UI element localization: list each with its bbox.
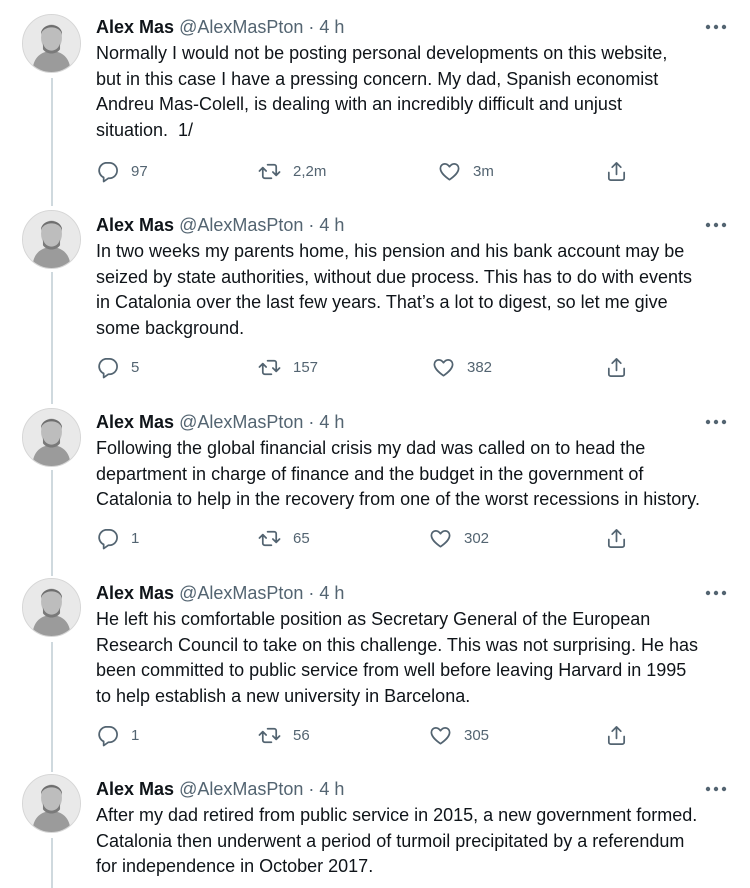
tweet-text: Following the global financial crisis my dad was called on to head the department in charge of finance and the budget in the government of Catalonia to help in the recovery from one of the worst recessions in history.	[96, 438, 700, 509]
tweet-header	[96, 214, 344, 236]
tweet-header	[96, 411, 344, 433]
avatar[interactable]	[22, 408, 81, 467]
share-icon	[605, 356, 628, 379]
author-handle[interactable]: @AlexMasPton	[179, 215, 304, 235]
retweet-button[interactable]	[258, 723, 310, 747]
tweet[interactable]	[0, 766, 750, 888]
author-name[interactable]: Alex Mas	[96, 412, 175, 432]
share-icon	[605, 160, 628, 183]
share-button[interactable]	[605, 159, 628, 183]
avatar[interactable]	[22, 14, 81, 73]
tweet-text: Normally I would not be posting personal developments on this website, but in this case I have a pressing concern. My dad, Spanish economist Andreu Mas-Colell, is dealing with an incredibly difficult and unjust situation. 1/	[96, 43, 668, 140]
author-name[interactable]: Alex Mas	[96, 583, 175, 603]
like-button[interactable]	[429, 526, 489, 550]
retweet-button[interactable]	[258, 355, 318, 379]
more-icon[interactable]	[704, 414, 728, 430]
reply-button[interactable]	[96, 159, 148, 183]
timestamp[interactable]: 4 h	[319, 779, 345, 799]
separator: ·	[308, 779, 315, 799]
like-count: 305	[464, 726, 490, 744]
timestamp[interactable]: 4 h	[319, 412, 345, 432]
tweet-text: After my dad retired from public service in 2015, a new government formed. Catalonia then underwent a period of turmoil precipitated by a referendum for independence in October 2017.	[96, 805, 698, 876]
reply-count: 97	[131, 162, 148, 180]
tweet-header	[96, 16, 344, 38]
timestamp[interactable]: 4 h	[319, 215, 345, 235]
reply-button[interactable]	[96, 355, 139, 379]
retweet-icon	[258, 527, 281, 550]
tweet-text: He left his comfortable position as Secretary General of the European Research Council to take on this challenge. This was not surprising. He has been committed to public service from well before leaving Harvard in 1995 to help establish a new university in Barcelona.	[96, 609, 698, 706]
author-handle[interactable]: @AlexMasPton	[179, 17, 304, 37]
like-count: 382	[467, 358, 493, 376]
reply-icon	[96, 160, 119, 183]
tweet[interactable]	[0, 200, 750, 400]
tweet[interactable]	[0, 570, 750, 766]
reply-button[interactable]	[96, 526, 139, 550]
retweet-icon	[258, 356, 281, 379]
avatar[interactable]	[22, 578, 81, 637]
like-icon	[429, 527, 452, 550]
like-count: 302	[464, 529, 490, 547]
share-icon	[605, 527, 628, 550]
reply-button[interactable]	[96, 723, 139, 747]
share-button[interactable]	[605, 723, 628, 747]
tweet-header	[96, 778, 344, 800]
reply-count: 1	[131, 726, 140, 744]
like-icon	[438, 160, 461, 183]
avatar[interactable]	[22, 774, 81, 833]
more-icon[interactable]	[704, 585, 728, 601]
separator: ·	[308, 583, 315, 603]
separator: ·	[308, 17, 315, 37]
retweet-button[interactable]	[258, 159, 326, 183]
like-button[interactable]	[429, 723, 489, 747]
retweet-count: 2,2m	[293, 162, 327, 180]
share-button[interactable]	[605, 355, 628, 379]
author-handle[interactable]: @AlexMasPton	[179, 583, 304, 603]
reply-icon	[96, 527, 119, 550]
author-name[interactable]: Alex Mas	[96, 779, 175, 799]
timestamp[interactable]: 4 h	[319, 17, 345, 37]
avatar[interactable]	[22, 210, 81, 269]
author-name[interactable]: Alex Mas	[96, 17, 175, 37]
separator: ·	[308, 412, 315, 432]
reply-count: 1	[131, 529, 140, 547]
retweet-icon	[258, 160, 281, 183]
reply-icon	[96, 356, 119, 379]
more-icon[interactable]	[704, 19, 728, 35]
separator: ·	[308, 215, 315, 235]
author-handle[interactable]: @AlexMasPton	[179, 779, 304, 799]
retweet-icon	[258, 724, 281, 747]
share-button[interactable]	[605, 526, 628, 550]
retweet-count: 157	[293, 358, 319, 376]
tweet[interactable]	[0, 400, 750, 570]
tweet-text: In two weeks my parents home, his pension and his bank account may be seized by state authorities, without due process. This has to do with events in Catalonia over the last few years. That’s a lot to digest, so let me give some background.	[96, 241, 692, 338]
reply-icon	[96, 724, 119, 747]
like-icon	[432, 356, 455, 379]
tweet[interactable]	[0, 0, 750, 200]
retweet-count: 65	[293, 529, 310, 547]
retweet-button[interactable]	[258, 526, 310, 550]
timestamp[interactable]: 4 h	[319, 583, 345, 603]
tweet-header	[96, 582, 344, 604]
like-button[interactable]	[432, 355, 492, 379]
reply-count: 5	[131, 358, 140, 376]
more-icon[interactable]	[704, 781, 728, 797]
author-handle[interactable]: @AlexMasPton	[179, 412, 304, 432]
share-icon	[605, 724, 628, 747]
like-button[interactable]	[438, 159, 494, 183]
like-icon	[429, 724, 452, 747]
author-name[interactable]: Alex Mas	[96, 215, 175, 235]
like-count: 3m	[473, 162, 494, 180]
more-icon[interactable]	[704, 217, 728, 233]
retweet-count: 56	[293, 726, 310, 744]
